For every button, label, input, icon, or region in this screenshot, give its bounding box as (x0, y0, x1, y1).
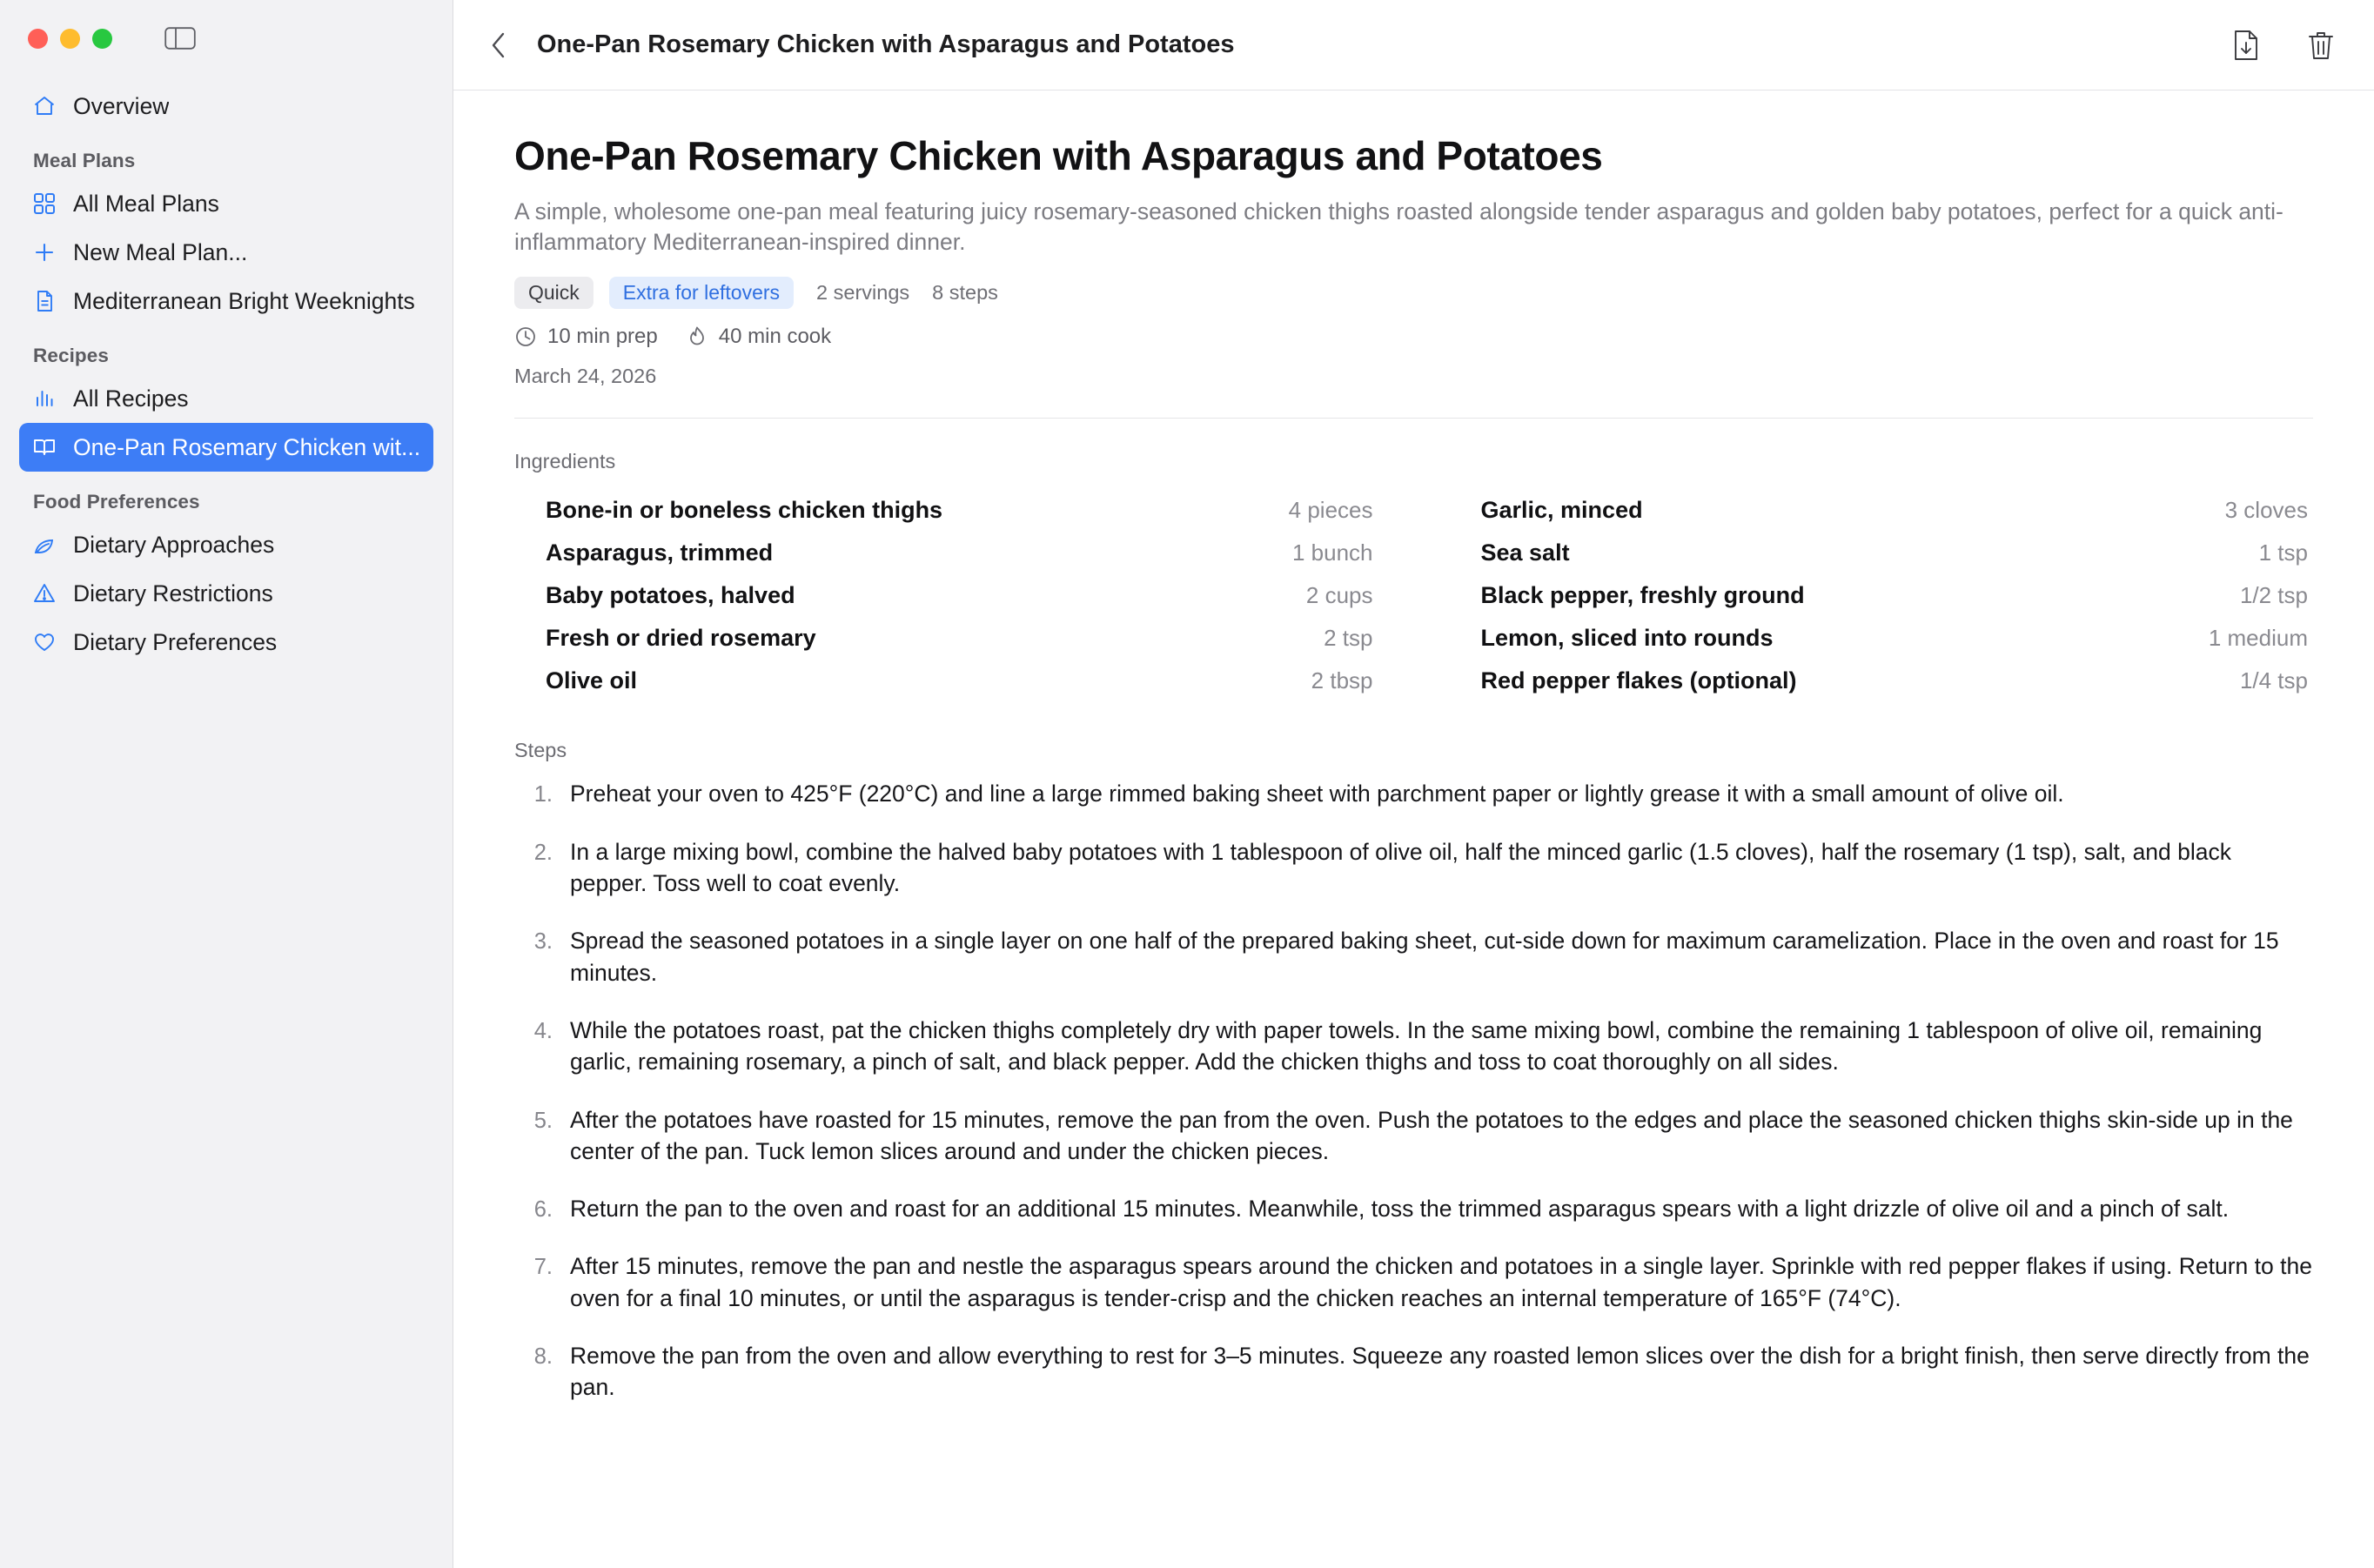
sidebar-item-label: Mediterranean Bright Weeknights (73, 287, 415, 314)
step-item (514, 778, 2313, 809)
ingredient-qty: 2 tbsp (1311, 667, 1373, 694)
ingredient-name: Fresh or dried rosemary (546, 625, 816, 652)
toolbar-actions (2230, 28, 2337, 63)
sidebar-section-title: Food Preferences (33, 491, 200, 513)
sidebar-item-label: One-Pan Rosemary Chicken wit... (73, 433, 421, 460)
ingredient-name: Lemon, sliced into rounds (1480, 625, 1774, 652)
sidebar-item-mediterranean-bright-weeknights[interactable] (19, 277, 433, 325)
zoom-window-button[interactable] (92, 29, 112, 49)
flame-icon (686, 325, 708, 348)
recipe-badges (514, 277, 2313, 309)
ingredient-qty: 1 tsp (2258, 539, 2308, 566)
step-text: While the potatoes roast, pat the chicken thighs completely dry with paper towels. In the same mixing bowl, combine the remaining 1 tablespoon of olive oil, remaining garlic, remaining rosemary, a pinch of salt, and black pepper. Add the chicken thighs and toss to coat thoroughly on all sides. (570, 1016, 2263, 1075)
step-text: Return the pan to the oven and roast for an additional 15 minutes. Meanwhile, toss the trimmed asparagus spears with a light drizzle of olive oil and a pinch of salt. (570, 1196, 2230, 1223)
ingredient-qty: 2 cups (1305, 582, 1373, 609)
ingredient-qty: 3 cloves (2224, 497, 2308, 524)
ingredient-qty: 1 medium (2208, 625, 2308, 652)
sidebar-nav (0, 82, 453, 667)
ingredient-row (1450, 660, 2314, 702)
step-item (514, 1340, 2313, 1404)
ingredient-row (514, 617, 1378, 660)
ingredient-name: Red pepper flakes (optional) (1480, 667, 1797, 694)
ingredient-qty: 1/4 tsp (2239, 667, 2308, 694)
sidebar-item-label: Dietary Restrictions (73, 580, 273, 606)
clock-icon (514, 325, 537, 348)
step-number: 2. (533, 840, 553, 865)
ingredient-row (1450, 489, 2314, 532)
ingredient-row (1450, 574, 2314, 617)
step-item (514, 1104, 2313, 1168)
plus-icon (31, 239, 57, 265)
document-icon (31, 288, 57, 314)
sidebar-item-label: All Recipes (73, 385, 189, 412)
recipe-content (453, 90, 2374, 1568)
step-number: 6. (533, 1197, 553, 1223)
step-number: 7. (533, 1255, 553, 1280)
step-text: Preheat your oven to 425°F (220°C) and line a large rimmed baking sheet with parchment paper or lightly grease it with a small amount of olive oil. (570, 781, 2064, 807)
ingredient-qty: 2 tsp (1324, 625, 1373, 652)
grid-icon (31, 191, 57, 217)
sidebar-item-new-meal-plan[interactable] (19, 228, 433, 277)
step-text: Spread the seasoned potatoes in a single layer on one half of the prepared baking sheet, cut-side down for maximum caramelization. Place in the oven and roast for 15 minutes. (570, 928, 2279, 986)
sidebar-section-title: Recipes (33, 345, 109, 366)
leaf-icon (31, 532, 57, 558)
ingredient-qty: 1 bunch (1291, 539, 1373, 566)
step-number: 8. (533, 1344, 553, 1370)
step-text: In a large mixing bowl, combine the halved baby potatoes with 1 tablespoon of olive oil, half the minced garlic (1.5 cloves), half the rosemary (1 tsp), salt, and black pepper. Toss well to coat evenly. (570, 838, 2232, 897)
sidebar-item-overview[interactable] (19, 82, 433, 131)
toolbar (453, 0, 2374, 90)
steps-list (514, 778, 2313, 1403)
sidebar-item-dietary-preferences[interactable] (19, 618, 433, 667)
close-window-button[interactable] (28, 29, 48, 49)
step-number: 5. (533, 1108, 553, 1133)
step-item (514, 925, 2313, 988)
step-item (514, 1250, 2313, 1314)
sidebar-item-label: Overview (73, 92, 170, 119)
ingredient-row (514, 660, 1378, 702)
step-item (514, 1015, 2313, 1078)
ingredient-row (514, 489, 1378, 532)
sidebar (0, 0, 453, 1568)
steps-label: Steps (514, 739, 567, 762)
status-badge: Extra for leftovers (609, 277, 794, 309)
sidebar-item-dietary-approaches[interactable] (19, 520, 433, 569)
step-number: 3. (533, 929, 553, 955)
ingredient-name: Olive oil (546, 667, 638, 694)
prep-time (514, 325, 658, 349)
page-title: One-Pan Rosemary Chicken with Asparagus and Potatoes (537, 30, 1235, 58)
recipe-times (514, 325, 2313, 349)
recipe-title: One-Pan Rosemary Chicken with Asparagus and Potatoes (514, 133, 1603, 178)
sidebar-item-all-recipes[interactable] (19, 374, 433, 423)
ingredient-row (1450, 532, 2314, 574)
home-icon (31, 93, 57, 119)
ingredients-list (514, 489, 2313, 702)
recipe-description: A simple, wholesome one-pan meal featuring juicy rosemary-seasoned chicken thighs roasted alongside tender asparagus and golden baby potatoes, perfect for a quick anti-inflammatory Mediterranean-inspired dinner. (514, 198, 2283, 256)
cook-time-label: 40 min cook (718, 325, 832, 349)
sidebar-item-label: Dietary Approaches (73, 531, 275, 558)
sidebar-toggle-icon[interactable] (164, 25, 197, 51)
heart-icon (31, 629, 57, 655)
status-badge: Quick (514, 277, 594, 309)
step-number: 4. (533, 1018, 553, 1043)
warning-icon (31, 580, 57, 606)
step-text: Remove the pan from the oven and allow everything to rest for 3–5 minutes. Squeeze any roasted lemon slices over the dish for a bright finish, then serve directly from the pan. (570, 1343, 2310, 1401)
ingredient-name: Baby potatoes, halved (546, 582, 795, 609)
step-text: After 15 minutes, remove the pan and nestle the asparagus spears around the chicken and potatoes in a single layer. Sprinkle with red pepper flakes if using. Return to the oven for a final 10 minutes, or until the asparagus is tender-crisp and the chicken reaches an internal temperature of 165°F (74°C). (570, 1253, 2312, 1311)
step-text: After the potatoes have roasted for 15 minutes, remove the pan from the oven. Push the potatoes to the edges and place the seasoned chicken thighs skin-side up in the center of the pan. Tuck lemon slices around and under the chicken pieces. (570, 1106, 2293, 1164)
main-panel (453, 0, 2374, 1568)
step-number: 1. (533, 782, 553, 807)
ingredient-qty: 4 pieces (1288, 497, 1373, 524)
chart-icon (31, 385, 57, 412)
export-document-icon[interactable] (2230, 28, 2263, 63)
minimize-window-button[interactable] (60, 29, 80, 49)
sidebar-item-one-pan-rosemary-chicken[interactable] (19, 423, 433, 472)
ingredient-name: Garlic, minced (1480, 497, 1643, 524)
sidebar-item-all-meal-plans[interactable] (19, 179, 433, 228)
window-controls (0, 0, 453, 77)
ingredient-name: Asparagus, trimmed (546, 539, 774, 566)
step-item (514, 1193, 2313, 1224)
ingredient-name: Sea salt (1480, 539, 1570, 566)
divider (514, 418, 2313, 419)
ingredient-qty: 1/2 tsp (2239, 582, 2308, 609)
ingredient-row (514, 574, 1378, 617)
sidebar-section-title: Meal Plans (33, 150, 136, 171)
ingredient-name: Black pepper, freshly ground (1480, 582, 1805, 609)
cook-time (686, 325, 831, 349)
sidebar-item-label: New Meal Plan... (73, 238, 248, 265)
sidebar-item-label: Dietary Preferences (73, 628, 278, 655)
sidebar-item-label: All Meal Plans (73, 190, 219, 217)
steps-count-text: 8 steps (932, 281, 998, 305)
ingredients-label: Ingredients (514, 450, 616, 473)
book-icon (31, 434, 57, 460)
trash-icon[interactable] (2304, 28, 2337, 63)
ingredient-row (514, 532, 1378, 574)
sidebar-item-dietary-restrictions[interactable] (19, 569, 433, 618)
ingredient-name: Bone-in or boneless chicken thighs (546, 497, 943, 524)
servings-text: 2 servings (816, 281, 910, 305)
ingredient-row (1450, 617, 2314, 660)
step-item (514, 836, 2313, 900)
prep-time-label: 10 min prep (547, 325, 658, 349)
back-button[interactable] (481, 28, 516, 63)
recipe-date: March 24, 2026 (514, 365, 657, 388)
